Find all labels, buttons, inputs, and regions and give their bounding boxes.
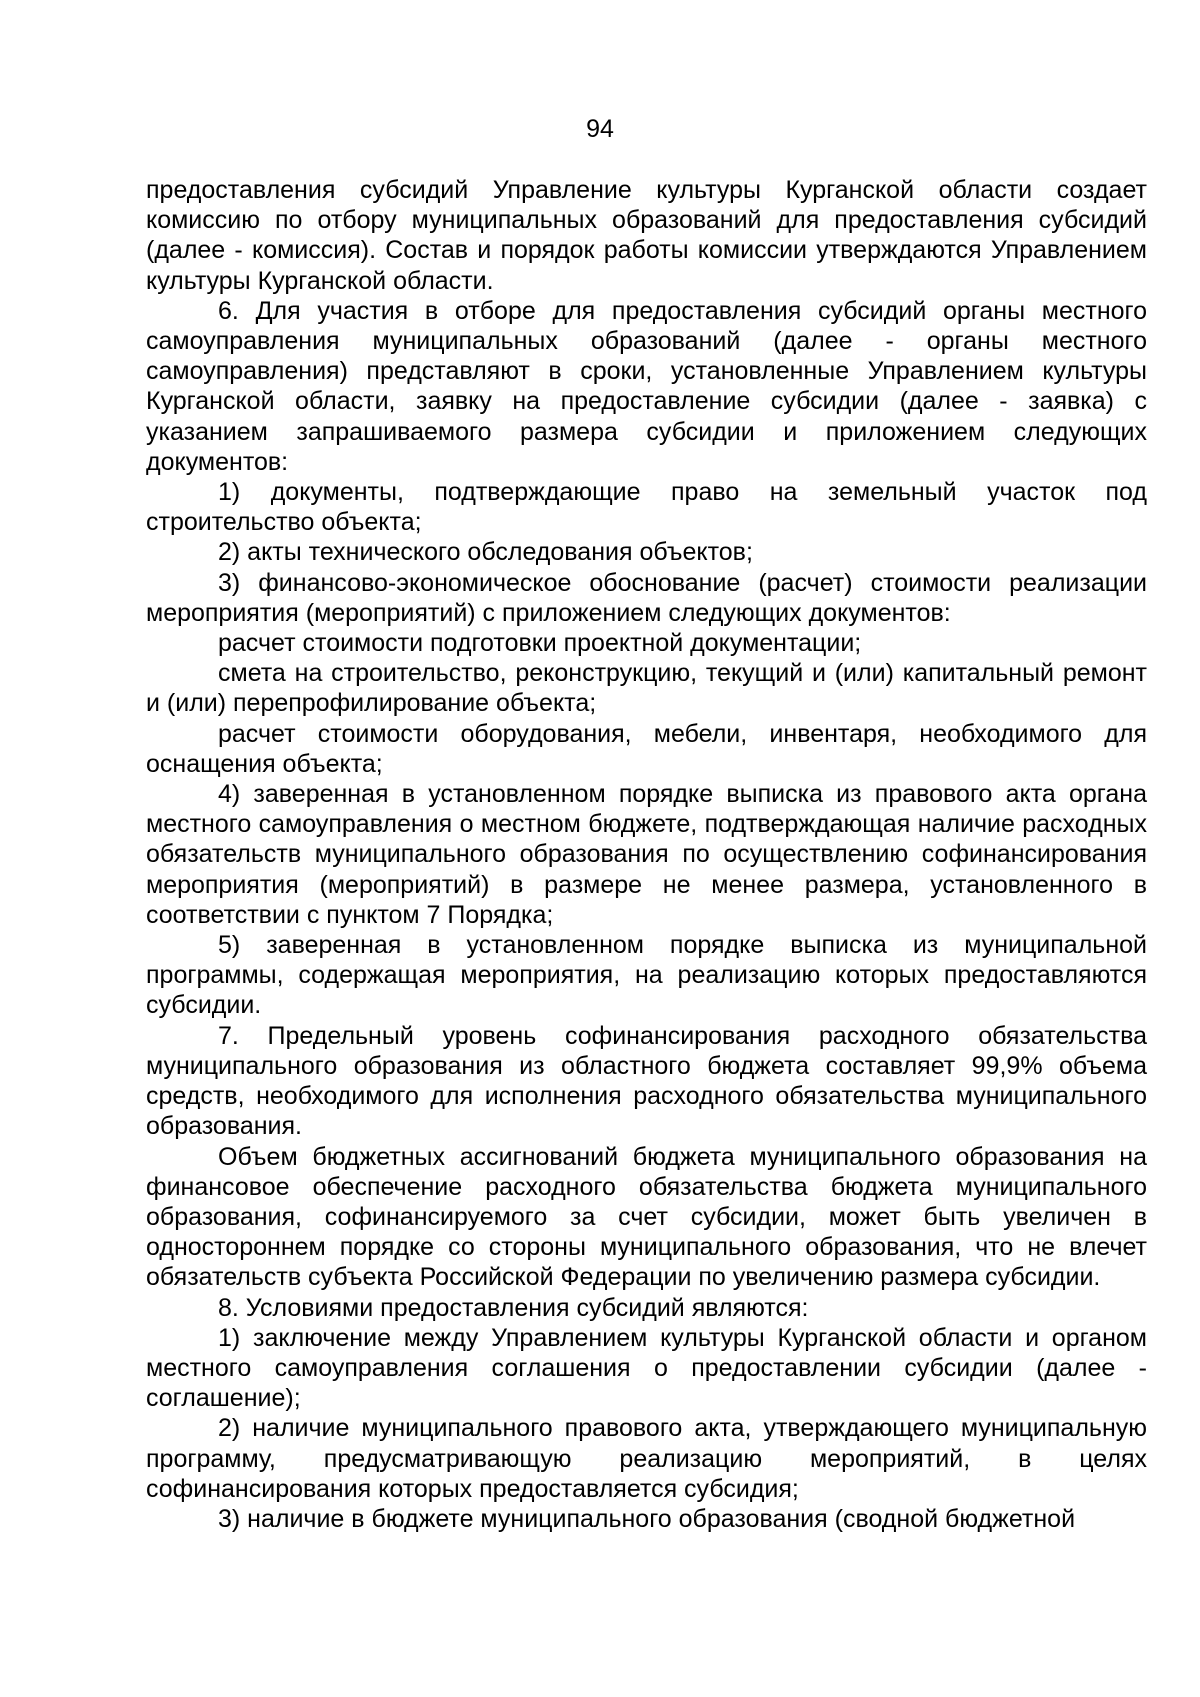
paragraph-continuation: предоставления субсидий Управление культуры Курганской области создает комиссию по отбору муниципальных образований для предоставления субсидий (далее - комиссия). Состав и порядок работы комиссии утверждаются Управлением культуры Курганской области.	[146, 176, 1147, 295]
paragraph-item-7: 7. Предельный уровень софинансирования расходного обязательства муниципального образования из областного бюджета составляет 99,9% объема средств, необходимого для исполнения расходного обязательства муниципального образования.	[146, 1021, 1147, 1141]
sub-item-estimate: смета на строительство, реконструкцию, текущий и (или) капитальный ремонт и (или) перепрофилирование объекта;	[146, 659, 1147, 718]
sub-item-equipment-cost: расчет стоимости оборудования, мебели, инвентаря, необходимого для оснащения объекта;	[146, 719, 1147, 778]
list-item-legal-act: 2) наличие муниципального правового акта, утверждающего муниципальную программу, предусматривающую реализацию мероприятий, в целях софинансирования которых предоставляется субсидия;	[146, 1414, 1147, 1503]
list-item-financial-justification: 3) финансово-экономическое обоснование (расчет) стоимости реализации мероприятия (мероприятий) с приложением следующих документов:	[146, 568, 1147, 627]
paragraph-item-8: 8. Условиями предоставления субсидий являются:	[218, 1293, 809, 1322]
list-item-agreement: 1) заключение между Управлением культуры Курганской области и органом местного самоуправления соглашения о предоставлении субсидии (далее - соглашение);	[146, 1323, 1147, 1413]
list-item-documents-land: 1) документы, подтверждающие право на земельный участок под строительство объекта;	[146, 478, 1147, 537]
paragraph-budget-allocation: Объем бюджетных ассигнований бюджета муниципального образования на финансовое обеспечение расходного обязательства бюджета муниципального образования, софинансируемого за счет субсидии, может быть увеличен в одностороннем порядке со стороны муниципального образования, что не влечет обязательств субъекта Российской Федерации по увеличению размера субсидии.	[146, 1142, 1147, 1292]
list-item-program-extract: 5) заверенная в установленном порядке выписка из муниципальной программы, содержащая мероприятия, на реализацию которых предоставляются субсидии.	[146, 931, 1147, 1020]
document-body	[146, 175, 1147, 1534]
paragraph-item-6: 6. Для участия в отборе для предоставления субсидий органы местного самоуправления муниципальных образований (далее - органы местного самоуправления) представляют в сроки, установленные Управлением культуры Курганской области, заявку на предоставление субсидии (далее - заявка) с указанием запрашиваемого размера субсидии и приложением следующих документов:	[146, 296, 1147, 476]
list-item-inspection-acts: 2) акты технического обследования объектов;	[218, 538, 753, 567]
list-item-budget-extract: 4) заверенная в установленном порядке выписка из правового акта органа местного самоуправления о местном бюджете, подтверждающая наличие расходных обязательств муниципального образования по осуществлению софинансирования мероприятия (мероприятий) в размере не менее размера, установленного в соответствии с пунктом 7 Порядка;	[146, 780, 1147, 929]
list-item-budget-presence: 3) наличие в бюджете муниципального образования (сводной бюджетной	[218, 1504, 1076, 1533]
sub-item-design-cost: расчет стоимости подготовки проектной документации;	[218, 629, 862, 658]
page-number: 94	[586, 115, 614, 143]
